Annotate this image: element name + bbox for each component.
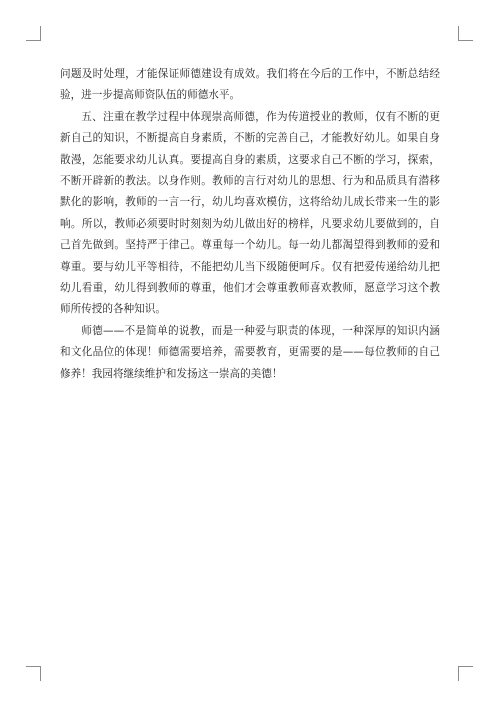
paragraph-continuation: 问题及时处理，才能保证师德建设有成效。我们将在今后的工作中，不断总结经验，进一步提高师资队伍的师德水平。 <box>60 68 440 102</box>
crop-mark-top-left <box>26 26 41 41</box>
document-body <box>60 64 440 385</box>
crop-mark-top-right <box>458 26 473 41</box>
paragraph-conclusion: 师德——不是简单的说教，而是一种爱与职责的体现，一种深厚的知识内涵和文化品位的体现！师德需要培养，需要教育，更需要的是——每位教师的自己修养！我园将继续维护和发扬这一崇高的美德！ <box>60 324 440 380</box>
crop-mark-bottom-left <box>26 666 41 681</box>
crop-mark-bottom-right <box>458 666 473 681</box>
paragraph-section-five: 五、注重在教学过程中体现崇高师德，作为传道授业的教师，仅有不断的更新自己的知识，不断提高自身素质，不断的完善自己，才能教好幼儿。如果自身散漫，怎能要求幼儿认真。要提高自身的素质，这要求自己不断的学习，探索，不断开辟新的教法。以身作则。教师的言行对幼儿的思想、行为和品质具有潜移默化的影响，教师的一言一行，幼儿均喜欢模仿，这将给幼儿成长带来一生的影响。所以，教师必须要时时刻刻为幼儿做出好的榜样，凡要求幼儿要做到的，自己首先做到。坚持严于律己。尊重每一个幼儿。每一幼儿都渴望得到教师的爱和尊重。要与幼儿平等相待，不能把幼儿当下级随便呵斥。仅有把爱传递给幼儿把幼儿看重，幼儿得到教师的尊重，他们才会尊重教师喜欢教师，愿意学习这个教师所传授的各种知识。 <box>60 110 440 316</box>
